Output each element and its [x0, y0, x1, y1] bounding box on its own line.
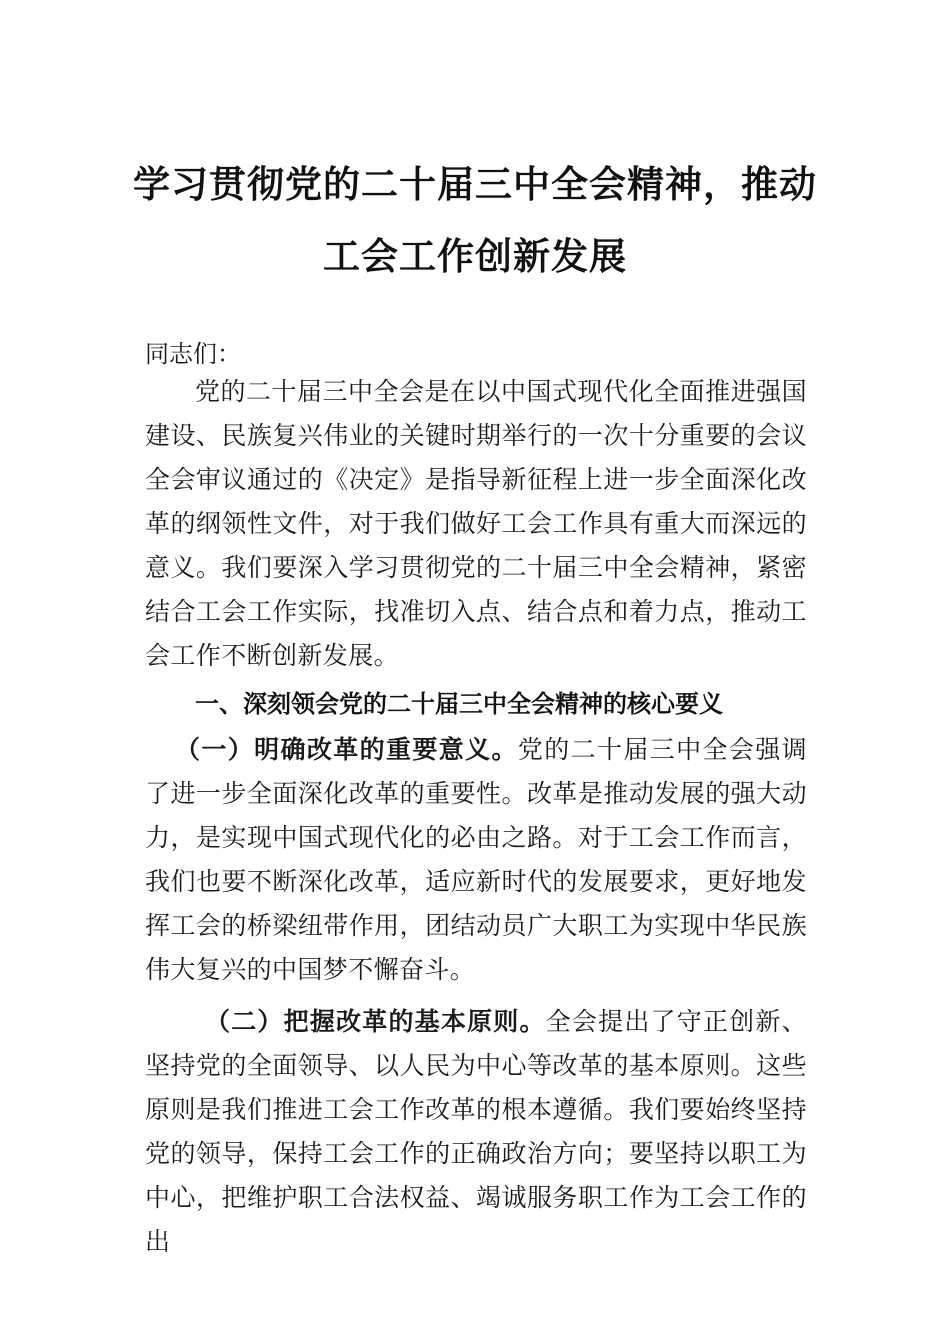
sub2-lead: （二）把握改革的基本原则。 [205, 1007, 546, 1036]
sub1-text: 党的二十届三中全会强调了进一步全面深化改革的重要性。改革是推动发展的强大动力，是实现中国式现代化的必由之路。对于工会工作而言，我们也要不断深化改革，适应新时代的发展要求，更好地发挥工会的桥梁纽带作用，团结动员广大职工为实现中华民族伟大复兴的中国梦不懈奋斗。 [145, 735, 807, 984]
document-title-line-2: 工会工作创新发展 [323, 234, 627, 278]
greeting: 同志们： [145, 340, 241, 368]
paragraph-sub1 [145, 728, 807, 992]
sub1-lead: （一）明确改革的重要意义。 [175, 735, 518, 764]
sub2-text: 全会提出了守正创新、坚持党的全面领导、以人民为中心等改革的基本原则。这些原则是我们推进工会工作改革的根本遵循。我们要始终坚持党的领导，保持工会工作的正确政治方向；要坚持以职工为中心，把维护职工合法权益、竭诚服务职工作为工会工作的出 [145, 1007, 807, 1256]
paragraph-sub2 [145, 1000, 807, 1264]
document-title-line-1: 学习贯彻党的二十届三中全会精神，推动 [133, 162, 817, 206]
section-heading-1: 一、深刻领会党的二十届三中全会精神的核心要义 [195, 690, 723, 718]
paragraph-intro: 党的二十届三中全会是在以中国式现代化全面推进强国建设、民族复兴伟业的关键时期举行的一次十分重要的会议全会审议通过的《决定》是指导新征程上进一步全面深化改革的纲领性文件，对于我们做好工会工作具有重大而深远的意义。我们要深入学习贯彻党的二十届三中全会精神，紧密结合工会工作实际，找准切入点、结合点和着力点，推动工会工作不断创新发展。 [145, 377, 807, 670]
